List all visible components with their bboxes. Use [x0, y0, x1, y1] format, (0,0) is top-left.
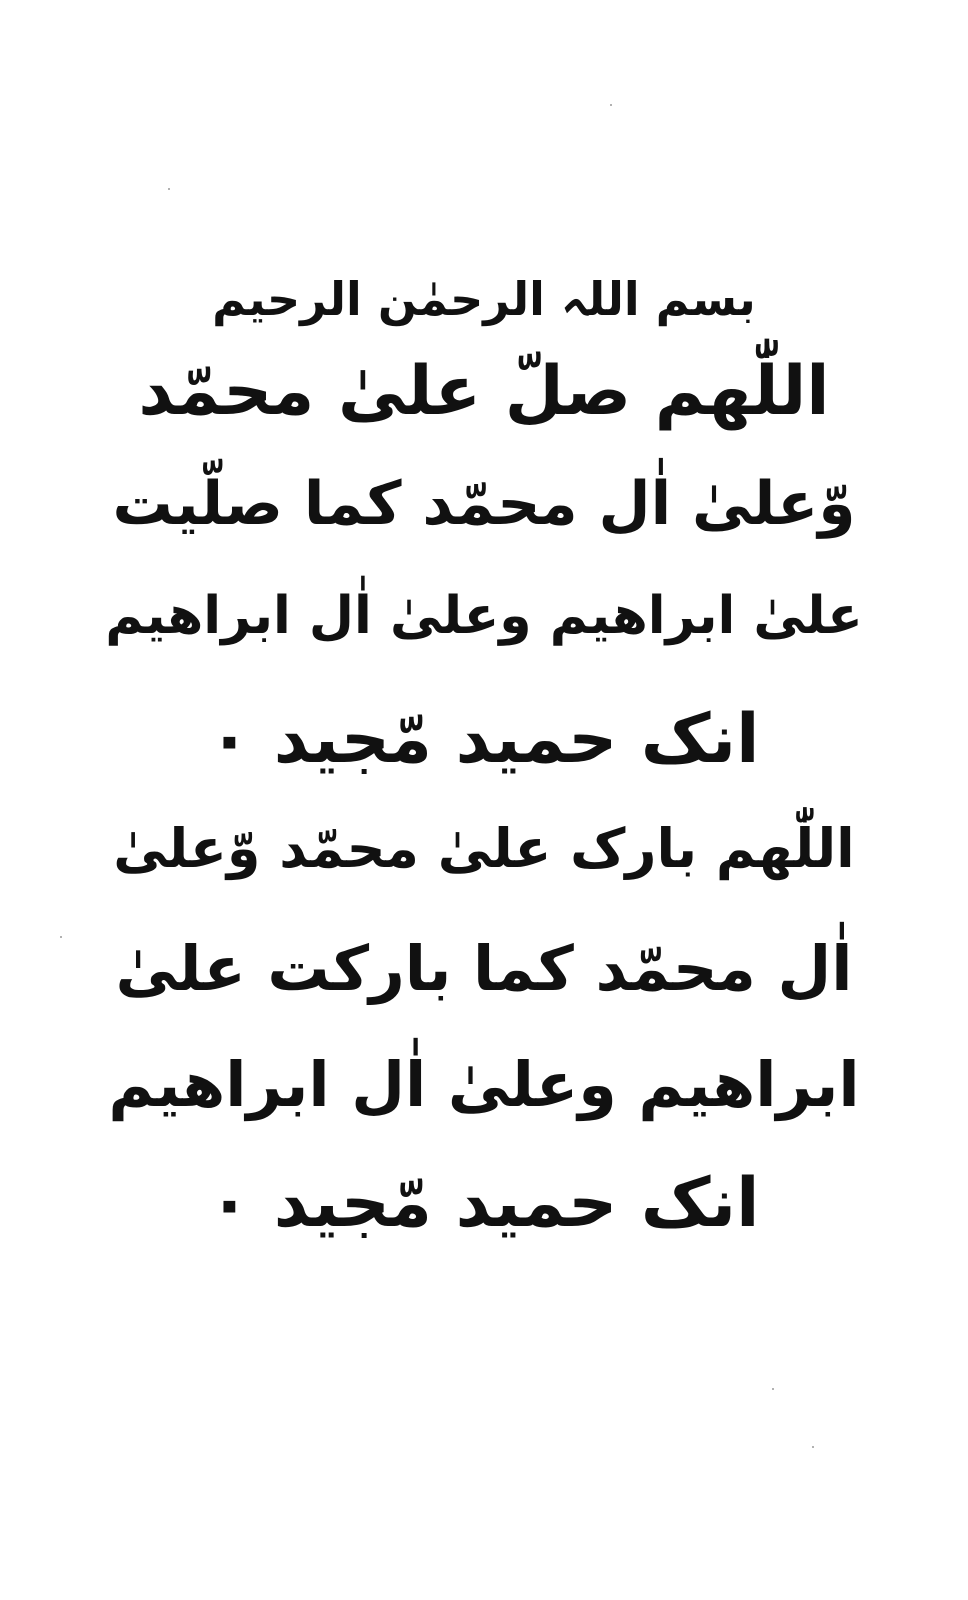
calligraphy-line-3: علیٰ ابراھیم وعلیٰ اٰل ابراھیم [105, 586, 863, 646]
calligraphy-line-8: انک حمید مّجید ۰ [208, 1164, 760, 1243]
calligraphy-line-6: اٰل محمّد کما بارکت علیٰ [115, 932, 853, 1005]
scan-speck [168, 188, 170, 190]
durood-calligraphy [0, 270, 968, 1274]
scan-speck [772, 1388, 774, 1390]
scan-speck [610, 104, 612, 106]
scan-speck [812, 1446, 814, 1448]
calligraphy-line-4: انک حمید مّجید ۰ [208, 700, 760, 779]
bismillah-line: بسم اللہ الرحمٰن الرحیم [212, 272, 756, 326]
calligraphy-line-2: وّعلیٰ اٰل محمّد کما صلّیت [112, 469, 856, 539]
calligraphy-line-5: اللّٰھم بارک علیٰ محمّد وّعلیٰ [113, 817, 855, 880]
calligraphy-line-7: ابراھیم وعلیٰ اٰل ابراھیم [108, 1048, 860, 1121]
calligraphy-line-1: اللّٰھم صلّ علیٰ محمّد [138, 352, 830, 431]
